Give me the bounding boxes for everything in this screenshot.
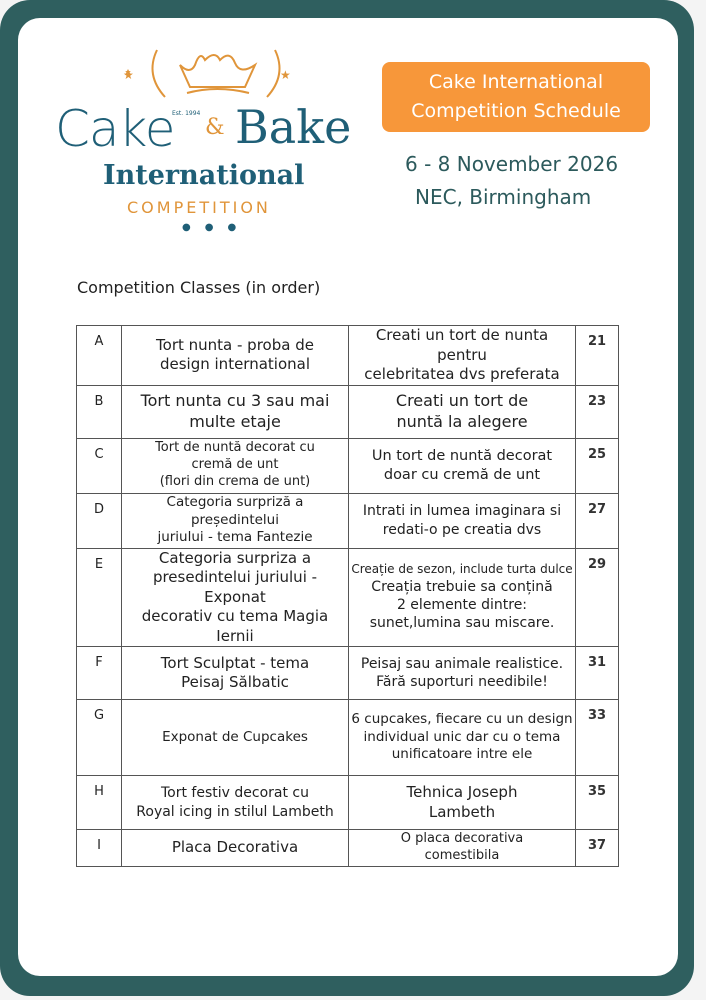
logo-cake: Cake bbox=[55, 100, 175, 158]
class-description bbox=[349, 326, 576, 386]
class-description bbox=[349, 493, 576, 548]
class-number: 31 bbox=[576, 647, 619, 700]
class-letter: H bbox=[77, 776, 122, 830]
class-letter: F bbox=[77, 647, 122, 700]
class-name-line: Tort festiv decorat cu bbox=[161, 785, 309, 802]
class-description-line: nuntă la alegere bbox=[396, 411, 528, 431]
logo-bake: Bake bbox=[235, 100, 352, 154]
class-number: 23 bbox=[576, 385, 619, 438]
class-name-line: Categoria surpriza a bbox=[158, 548, 312, 567]
class-name bbox=[122, 548, 349, 647]
class-description bbox=[349, 700, 576, 776]
class-description bbox=[349, 647, 576, 700]
class-name bbox=[122, 647, 349, 700]
class-description-line: Creati un tort de nunta pentru bbox=[375, 326, 549, 364]
class-name-line: Tort nunta - proba de bbox=[156, 335, 314, 354]
cake-bake-logo bbox=[55, 40, 365, 240]
svg-text:★: ★ bbox=[280, 68, 291, 82]
class-description-line: celebritatea dvs preferata bbox=[364, 365, 560, 383]
badge-line-2: Competition Schedule bbox=[411, 100, 621, 122]
class-row bbox=[77, 326, 619, 386]
class-name bbox=[122, 438, 349, 493]
class-row bbox=[77, 493, 619, 548]
class-letter: C bbox=[77, 438, 122, 493]
class-row bbox=[77, 776, 619, 830]
class-name bbox=[122, 493, 349, 548]
class-row bbox=[77, 647, 619, 700]
class-name-line: Exponat de Cupcakes bbox=[162, 728, 308, 745]
class-row bbox=[77, 385, 619, 438]
class-row bbox=[77, 548, 619, 647]
class-description-line: unificatoare intre ele bbox=[391, 746, 533, 763]
badge-line-1: Cake International bbox=[428, 71, 604, 93]
class-name-line: Tort de nuntă decorat cu bbox=[155, 440, 315, 456]
crown-laurel-icon bbox=[123, 45, 295, 105]
class-name-line: Tort nunta cu 3 sau mai bbox=[140, 390, 330, 410]
class-number: 37 bbox=[576, 830, 619, 867]
class-description-line: redati-o pe creatia dvs bbox=[382, 521, 542, 538]
logo-dots: ●●● bbox=[182, 222, 251, 233]
class-description-line: individual unic dar cu o tema bbox=[363, 728, 561, 745]
class-description-line: 6 cupcakes, fiecare cu un design bbox=[351, 711, 573, 728]
class-number: 29 bbox=[576, 548, 619, 647]
class-description-line: Fără suporturi needibile! bbox=[376, 674, 548, 690]
event-venue: NEC, Birmingham bbox=[415, 185, 592, 209]
class-name-line: Peisaj Sălbatic bbox=[181, 673, 289, 691]
class-description bbox=[349, 438, 576, 493]
class-letter: G bbox=[77, 700, 122, 776]
class-description-line: Lambeth bbox=[428, 802, 496, 821]
logo-est: Est. 1994 bbox=[172, 110, 201, 117]
class-name-line: juriului - tema Fantezie bbox=[157, 529, 313, 546]
class-name-line: Tort Sculptat - tema bbox=[160, 653, 310, 672]
class-description-line: Creati un tort de bbox=[395, 390, 529, 410]
class-description-line: comestibila bbox=[424, 848, 500, 863]
event-date: 6 - 8 November 2026 bbox=[405, 152, 619, 176]
class-description-line: Un tort de nuntă decorat bbox=[371, 447, 553, 464]
svg-text:★: ★ bbox=[123, 68, 134, 82]
class-name bbox=[122, 700, 349, 776]
class-name-line: cremă de unt bbox=[191, 457, 279, 473]
class-name bbox=[122, 830, 349, 867]
class-description-line: O placa decorativa bbox=[400, 831, 524, 847]
class-name-line: Placa Decorativa bbox=[171, 838, 299, 857]
class-name-line: multe etaje bbox=[189, 411, 281, 431]
class-description-line: doar cu cremă de unt bbox=[383, 466, 541, 483]
class-name bbox=[122, 326, 349, 386]
class-description-line: Peisaj sau animale realistice. bbox=[360, 655, 564, 672]
logo-amp: & bbox=[205, 115, 225, 140]
class-number: 25 bbox=[576, 438, 619, 493]
class-description-line: Intrati in lumea imaginara si bbox=[362, 503, 562, 520]
class-name-line: presedintelui juriului - Exponat bbox=[152, 568, 318, 606]
class-name bbox=[122, 385, 349, 438]
class-number: 27 bbox=[576, 493, 619, 548]
class-description bbox=[349, 776, 576, 830]
logo-international: International bbox=[103, 160, 305, 191]
class-description-line: sunet,lumina sau miscare. bbox=[369, 615, 555, 632]
class-number: 21 bbox=[576, 326, 619, 386]
class-letter: I bbox=[77, 830, 122, 867]
section-heading: Competition Classes (in order) bbox=[77, 278, 321, 297]
class-description-line: Tehnica Joseph bbox=[406, 783, 518, 801]
class-description bbox=[349, 385, 576, 438]
schedule-badge bbox=[382, 62, 650, 132]
class-row bbox=[77, 438, 619, 493]
class-description bbox=[349, 548, 576, 647]
class-description-line: 2 elemente dintre: bbox=[396, 596, 528, 613]
class-description-line: Creație de sezon, include turta dulce bbox=[351, 562, 573, 577]
class-row bbox=[77, 830, 619, 867]
class-name-line: design international bbox=[159, 355, 310, 374]
class-description-line: Creația trebuie sa conțină bbox=[371, 578, 553, 595]
logo-competition: COMPETITION bbox=[127, 198, 271, 217]
class-description bbox=[349, 830, 576, 867]
class-name bbox=[122, 776, 349, 830]
class-letter: D bbox=[77, 493, 122, 548]
class-name-line: Royal icing in stilul Lambeth bbox=[136, 803, 334, 820]
class-name-line: (flori din crema de unt) bbox=[159, 473, 311, 489]
class-name-line: decorativ cu tema Magia Iernii bbox=[141, 607, 329, 645]
classes-table bbox=[76, 325, 619, 867]
class-row bbox=[77, 700, 619, 776]
class-letter: A bbox=[77, 326, 122, 386]
class-name-line: Categoria surpriză a președintelui bbox=[166, 494, 304, 528]
class-letter: B bbox=[77, 385, 122, 438]
class-letter: E bbox=[77, 548, 122, 647]
class-number: 33 bbox=[576, 700, 619, 776]
class-number: 35 bbox=[576, 776, 619, 830]
